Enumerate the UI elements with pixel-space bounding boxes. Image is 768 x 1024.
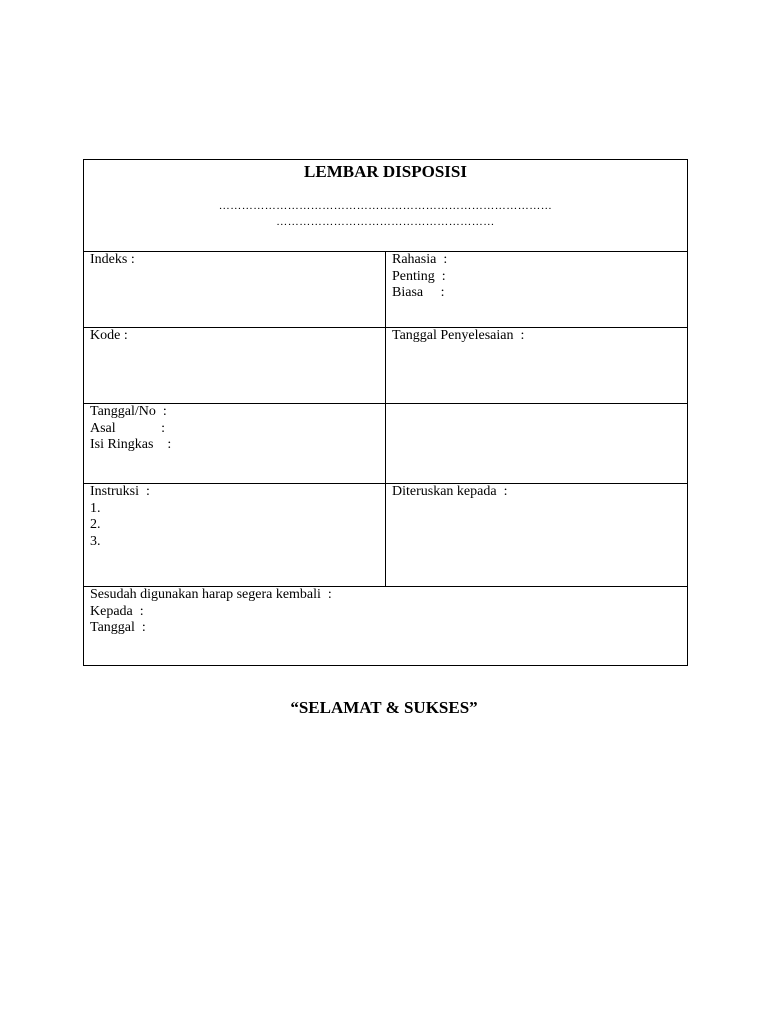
- indeks-cell: [84, 252, 386, 327]
- kode-cell: [84, 328, 386, 403]
- tanggal-label: Tanggal :: [90, 620, 146, 635]
- dotted-line-2: …………………………………………………: [276, 216, 495, 228]
- indeks-row: [84, 252, 687, 328]
- surat-info-row: [84, 404, 687, 484]
- tanggal-penyelesaian-label: Tanggal Penyelesaian :: [392, 328, 525, 343]
- kepada-label: Kepada :: [90, 603, 144, 619]
- biasa-label: Biasa :: [392, 285, 445, 300]
- form-header-row: [84, 160, 687, 252]
- dotted-line-1: ……………………………………………………………………………: [218, 200, 553, 212]
- closing-text: “SELAMAT & SUKSES”: [290, 698, 478, 717]
- classification-cell: [386, 252, 687, 327]
- indeks-label: Indeks :: [90, 252, 135, 267]
- tanggal-no-label: Tanggal/No :: [90, 404, 167, 419]
- instruksi-row: [84, 484, 687, 587]
- instruksi-item-1: 1.: [90, 500, 101, 516]
- return-cell: [84, 587, 687, 665]
- return-row: [84, 587, 687, 665]
- surat-info-cell: [84, 404, 386, 483]
- instruksi-cell: [84, 484, 386, 586]
- instruksi-item-3: 3.: [90, 533, 101, 549]
- kode-label: Kode :: [90, 328, 128, 343]
- kode-row: [84, 328, 687, 404]
- tanggal-penyelesaian-cell: [386, 328, 687, 403]
- penting-label: Penting :: [392, 268, 446, 284]
- disposition-form-table: [83, 159, 688, 666]
- rahasia-label: Rahasia :: [392, 252, 448, 267]
- form-title: LEMBAR DISPOSISI: [304, 162, 467, 181]
- empty-cell: [386, 404, 687, 483]
- asal-label: Asal :: [90, 420, 166, 436]
- instruksi-item-2: 2.: [90, 517, 101, 532]
- diteruskan-kepada-label: Diteruskan kepada :: [392, 484, 508, 499]
- instruksi-label: Instruksi :: [90, 484, 150, 499]
- sesudah-label: Sesudah digunakan harap segera kembali :: [90, 587, 332, 602]
- isi-ringkas-label: Isi Ringkas :: [90, 437, 172, 452]
- diteruskan-cell: [386, 484, 687, 586]
